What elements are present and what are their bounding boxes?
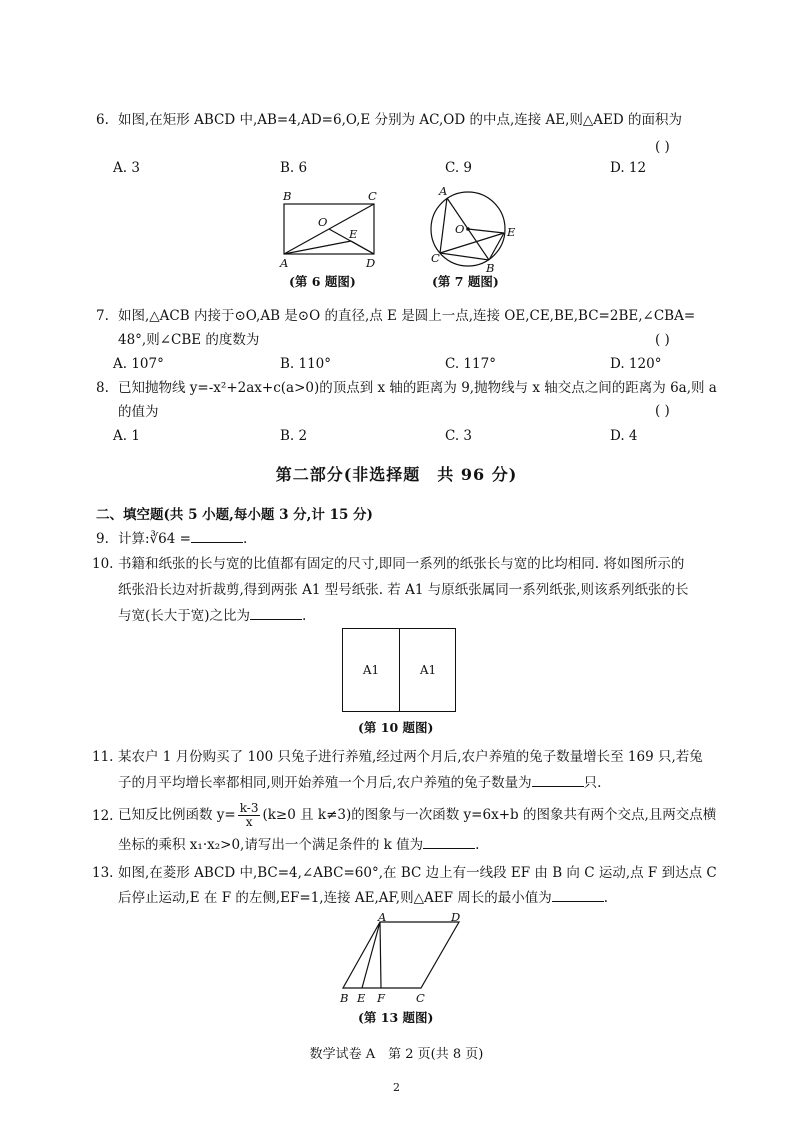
q7-line1: 如图,△ACB 内接于⊙O,AB 是⊙O 的直径,点 E 是圆上一点,连接 OE,CE,BE,BC=2BE,∠CBA= bbox=[118, 308, 696, 324]
q10-line3 bbox=[118, 605, 306, 627]
q12-answer-blank bbox=[423, 834, 475, 849]
q13-line1: 如图,在菱形 ABCD 中,BC=4,∠ABC=60°,在 BC 边上有一线段 EF 由 B 向 C 运动,点 F 到达点 C bbox=[118, 865, 717, 881]
q12-line1 bbox=[118, 797, 716, 833]
q6-number: 6. bbox=[96, 112, 109, 128]
q8-line2: 的值为 bbox=[118, 404, 159, 420]
fig6-segment-ed bbox=[351, 241, 374, 254]
q7-option-c: C. 117° bbox=[445, 356, 496, 372]
q7-answer-paren: ( ) bbox=[655, 332, 670, 348]
q10-number: 10. bbox=[92, 556, 114, 572]
q6-option-d: D. 12 bbox=[610, 160, 647, 176]
q9-end: . bbox=[242, 531, 248, 547]
fig10-paper bbox=[342, 628, 456, 712]
fig13-label-d: D bbox=[451, 910, 461, 924]
q11-line1: 某农户 1 月份购买了 100 只兔子进行养殖,经过两个月后,农户养殖的兔子数量增长至 169 只,若兔 bbox=[118, 749, 703, 765]
q12-line2-text: 坐标的乘积 x₁·x₂>0,请写出一个满足条件的 k 值为 bbox=[118, 837, 424, 853]
q8-option-d: D. 4 bbox=[610, 428, 638, 444]
q7-line2: 48°,则∠CBE 的度数为 bbox=[118, 332, 260, 348]
q6-option-a: A. 3 bbox=[113, 160, 140, 176]
q8-option-a: A. 1 bbox=[113, 428, 140, 444]
q9-answer-blank bbox=[191, 528, 243, 543]
q12-number: 12. bbox=[92, 808, 114, 824]
q13-line2 bbox=[118, 887, 608, 909]
q6-answer-paren: ( ) bbox=[655, 139, 670, 155]
q13-number: 13. bbox=[92, 865, 114, 881]
fig7-chord-ac bbox=[440, 198, 447, 253]
q11-answer-blank bbox=[532, 772, 584, 787]
fig13-label-a: A bbox=[378, 910, 387, 924]
q13-end: . bbox=[603, 890, 609, 906]
q9-line bbox=[118, 528, 247, 550]
q6-option-c: C. 9 bbox=[445, 160, 473, 176]
q9-text: 计算:∛64 = bbox=[118, 531, 191, 547]
part2-title: 第二部分(非选择题 共 96 分) bbox=[275, 465, 518, 484]
fig6-label-c: C bbox=[368, 189, 377, 203]
fig6-caption: (第 6 题图) bbox=[289, 274, 356, 289]
q12-line2 bbox=[118, 834, 479, 856]
q12-post: (k≥0 且 k≠3)的图象与一次函数 y=6x+b 的图象共有两个交点,且两交点横 bbox=[262, 807, 717, 823]
q10-line3-text: 与宽(长大于宽)之比为 bbox=[118, 608, 251, 624]
fig10-caption: (第 10 题图) bbox=[358, 720, 434, 735]
fig13-label-e: E bbox=[357, 991, 366, 1005]
fig13-label-c: C bbox=[416, 991, 425, 1005]
q12-end: . bbox=[475, 837, 480, 853]
q11-line2 bbox=[118, 772, 601, 794]
q9-number: 9. bbox=[96, 531, 109, 547]
fig10-cell-right: A1 bbox=[419, 663, 437, 677]
fig6-label-b: B bbox=[283, 189, 292, 203]
q12-pre: 已知反比例函数 y= bbox=[118, 807, 236, 823]
q11-end: 只. bbox=[583, 775, 602, 791]
page-number: 2 bbox=[393, 1081, 400, 1094]
fig6-segment-ae bbox=[284, 241, 351, 254]
fig7-label-c: C bbox=[431, 251, 440, 265]
section2-title: 二、填空题(共 5 小题,每小题 3 分,计 15 分) bbox=[96, 507, 373, 523]
fig7-label-b: B bbox=[486, 261, 495, 275]
q11-number: 11. bbox=[92, 749, 114, 765]
fig6-label-d: D bbox=[366, 256, 376, 270]
fig13-caption: (第 13 题图) bbox=[358, 1010, 434, 1025]
q8-option-b: B. 2 bbox=[280, 428, 308, 444]
fig13-label-b: B bbox=[340, 991, 349, 1005]
q8-answer-paren: ( ) bbox=[655, 403, 670, 419]
q13-line2-text: 后停止运动,E 在 F 的左侧,EF=1,连接 AE,AF,则△AEF 周长的最小值为 bbox=[118, 890, 552, 906]
q13-answer-blank bbox=[552, 887, 604, 902]
fig7-label-o: O bbox=[455, 222, 465, 236]
q10-end: . bbox=[302, 608, 307, 624]
fig6-label-a: A bbox=[280, 256, 289, 270]
q10-line1: 书籍和纸张的长与宽的比值都有固定的尺寸,即同一系列的纸张长与宽的比均相同. 将如图所示的 bbox=[118, 556, 685, 572]
q8-number: 8. bbox=[96, 380, 109, 396]
q8-line1: 已知抛物线 y=-x²+2ax+c(a>0)的顶点到 x 轴的距离为 9,抛物线与 x 轴交点之间的距离为 6a,则 a bbox=[118, 380, 717, 396]
fig6-label-o: O bbox=[318, 215, 328, 229]
fig13-segment-ae bbox=[362, 922, 380, 988]
q10-line2: 纸张沿长边对折裁剪,得到两张 A1 型号纸张. 若 A1 与原纸张属同一系列纸张,则该系列纸张的长 bbox=[118, 582, 689, 598]
q12-frac-bottom: x bbox=[245, 815, 253, 829]
q11-line2-text: 子的月平均增长率都相同,则开始养殖一个月后,农户养殖的兔子数量为 bbox=[118, 775, 532, 791]
fig13-rhombus bbox=[343, 922, 459, 988]
q7-number: 7. bbox=[96, 308, 109, 324]
fig7-label-a: A bbox=[439, 184, 448, 198]
q8-option-c: C. 3 bbox=[445, 428, 473, 444]
fig13-segment-af bbox=[380, 922, 381, 988]
q6-option-b: B. 6 bbox=[280, 160, 308, 176]
fig13-label-f: F bbox=[377, 991, 385, 1005]
q12-fraction bbox=[238, 802, 261, 829]
q7-option-d: D. 120° bbox=[610, 356, 662, 372]
fig6-label-e: E bbox=[349, 227, 358, 241]
q12-frac-top: k-3 bbox=[239, 801, 259, 815]
page-footer: 数学试卷 A 第 2 页(共 8 页) bbox=[309, 1047, 484, 1062]
q7-option-b: B. 110° bbox=[280, 356, 332, 372]
fig7-chord-cb bbox=[440, 253, 489, 260]
fig7-segment-oe bbox=[468, 229, 504, 233]
fig7-caption: (第 7 题图) bbox=[432, 274, 499, 289]
q10-answer-blank bbox=[250, 605, 302, 620]
fig10-cell-left: A1 bbox=[362, 663, 380, 677]
q7-option-a: A. 107° bbox=[113, 356, 164, 372]
q6-text: 如图,在矩形 ABCD 中,AB=4,AD=6,O,E 分别为 AC,OD 的中点,连接 AE,则△AED 的面积为 bbox=[118, 112, 683, 128]
fig7-label-e: E bbox=[507, 225, 516, 239]
